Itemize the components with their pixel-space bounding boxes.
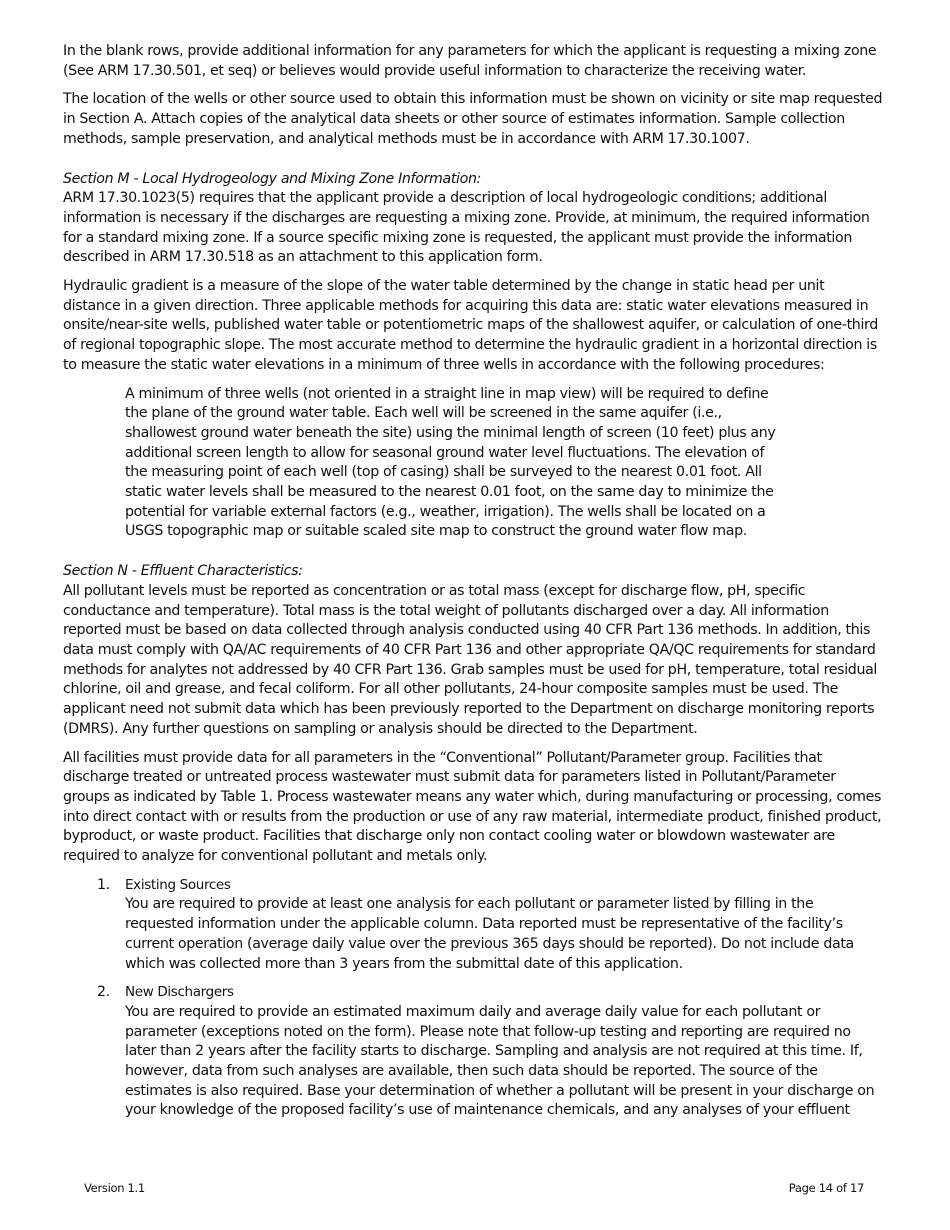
footer-version: Version 1.1 [84, 1181, 145, 1195]
list-item-text: You are required to provide an estimated maximum daily and average daily value for each pollutant or parameter (exceptions noted on the form). Please note that follow-up testing and reporting are required no later than 2 years after the facility starts to discharge. Sampling and analysis are not required at this time. If, however, data from such analyses are available, then such data should be reported. The source of the estimates is also required. Base your determination of whether a pollutant will be present in your discharge on your knowledge of the proposed facility’s use of maintenance chemicals, and any analyses of your effluent [125, 1003, 875, 1119]
document-page [63, 42, 883, 1121]
section-n-paragraph-2: All facilities must provide data for all parameters in the “Conventional” Pollutant/Parameter group. Facilities that discharge treated or untreated process wastewater must submit data for parameters listed in Pollutant/Parameter groups as indicated by Table 1. Process wastewater means any water which, during manufacturing or processing, comes into direct contact with or results from the production or use of any raw material, intermediate product, finished product, byproduct, or waste product. Facilities that discharge only non contact cooling water or blowdown wastewater are required to analyze for conventional pollutant and metals only. [63, 749, 882, 865]
list-item-text: You are required to provide at least one analysis for each pollutant or parameter listed by filling in the requested information under the applicable column. Data reported must be representative of the facility’s current operation (average daily value over the previous 365 days should be reported). Do not include data which was collected more than 3 years from the submittal date of this application. [125, 896, 854, 972]
list-item-new-dischargers [97, 983, 883, 1121]
intro-paragraph-1: In the blank rows, provide additional information for any parameters for which the applicant is requesting a mixing zone (See ARM 17.30.501, et seq) or believes would provide useful information to characterize the receiving water. [63, 43, 877, 79]
list-item-title: New Dischargers [125, 984, 234, 1001]
section-n-paragraph-1: All pollutant levels must be reported as concentration or as total mass (except for discharge flow, pH, specific conductance and temperature). Total mass is the total weight of pollutants discharged over a day. All information reported must be based on data collected through analysis conducted using 40 CFR Part 136 methods. In addition, this data must comply with QA/AC requirements of 40 CFR Part 136 and other appropriate QA/QC requirements for standard methods for analytes not addressed by 40 CFR Part 136. Grab samples must be used for pH, temperature, total residual chlorine, oil and grease, and fecal coliform. For all other pollutants, 24-hour composite samples must be used. The applicant need not submit data which has been previously reported to the Department on discharge monitoring reports (DMRS). Any further questions on sampling or analysis should be directed to the Department. [63, 582, 878, 737]
list-item-number: 2. [97, 984, 110, 1001]
section-m-paragraph-2: Hydraulic gradient is a measure of the slope of the water table determined by the change in static head per unit distance in a given direction. Three applicable methods for acquiring this data are: static water elevations measured in onsite/near-site wells, published water table or potentiometric maps of the shallowest aquifer, or calculation of one-third of regional topographic slope. The most accurate method to determine the hydraulic gradient in a horizontal direction is to measure the static water elevations in a minimum of three wells in accordance with the following procedures: [63, 278, 878, 373]
section-m-procedure: A minimum of three wells (not oriented in a straight line in map view) will be required to define the plane of the ground water table. Each well will be screened in the same aquifer (i.e., shallowest ground water beneath the site) using the minimal length of screen (10 feet) plus any additional screen length to allow for seasonal ground water level fluctuations. The elevation of the measuring point of each well (top of casing) shall be surveyed to the nearest 0.01 foot. All static water levels shall be measured to the nearest 0.01 foot, on the same day to minimize the potential for variable external factors (e.g., weather, irrigation). The wells shall be located on a USGS topographic map or suitable scaled site map to construct the ground water flow map. [125, 385, 776, 540]
list-item-existing-sources [97, 876, 883, 975]
section-n-heading: Section N - Effluent Characteristics: [63, 563, 303, 580]
footer-page-number: Page 14 of 17 [788, 1181, 864, 1195]
section-m-heading: Section M - Local Hydrogeology and Mixing Zone Information: [63, 170, 482, 187]
intro-paragraph-2: The location of the wells or other source used to obtain this information must be shown on vicinity or site map requested in Section A. Attach copies of the analytical data sheets or other source of estimates information. Sample collection methods, sample preservation, and analytical methods must be in accordance with ARM 17.30.1007. [63, 91, 883, 147]
list-item-title: Existing Sources [125, 876, 231, 893]
list-item-number: 1. [97, 876, 110, 893]
section-m-paragraph-1: ARM 17.30.1023(5) requires that the applicant provide a description of local hydrogeologic conditions; additional information is necessary if the discharges are requesting a mixing zone. Provide, at minimum, the required information for a standard mixing zone. If a source specific mixing zone is requested, the applicant must provide the information described in ARM 17.30.518 as an attachment to this application form. [63, 190, 870, 266]
